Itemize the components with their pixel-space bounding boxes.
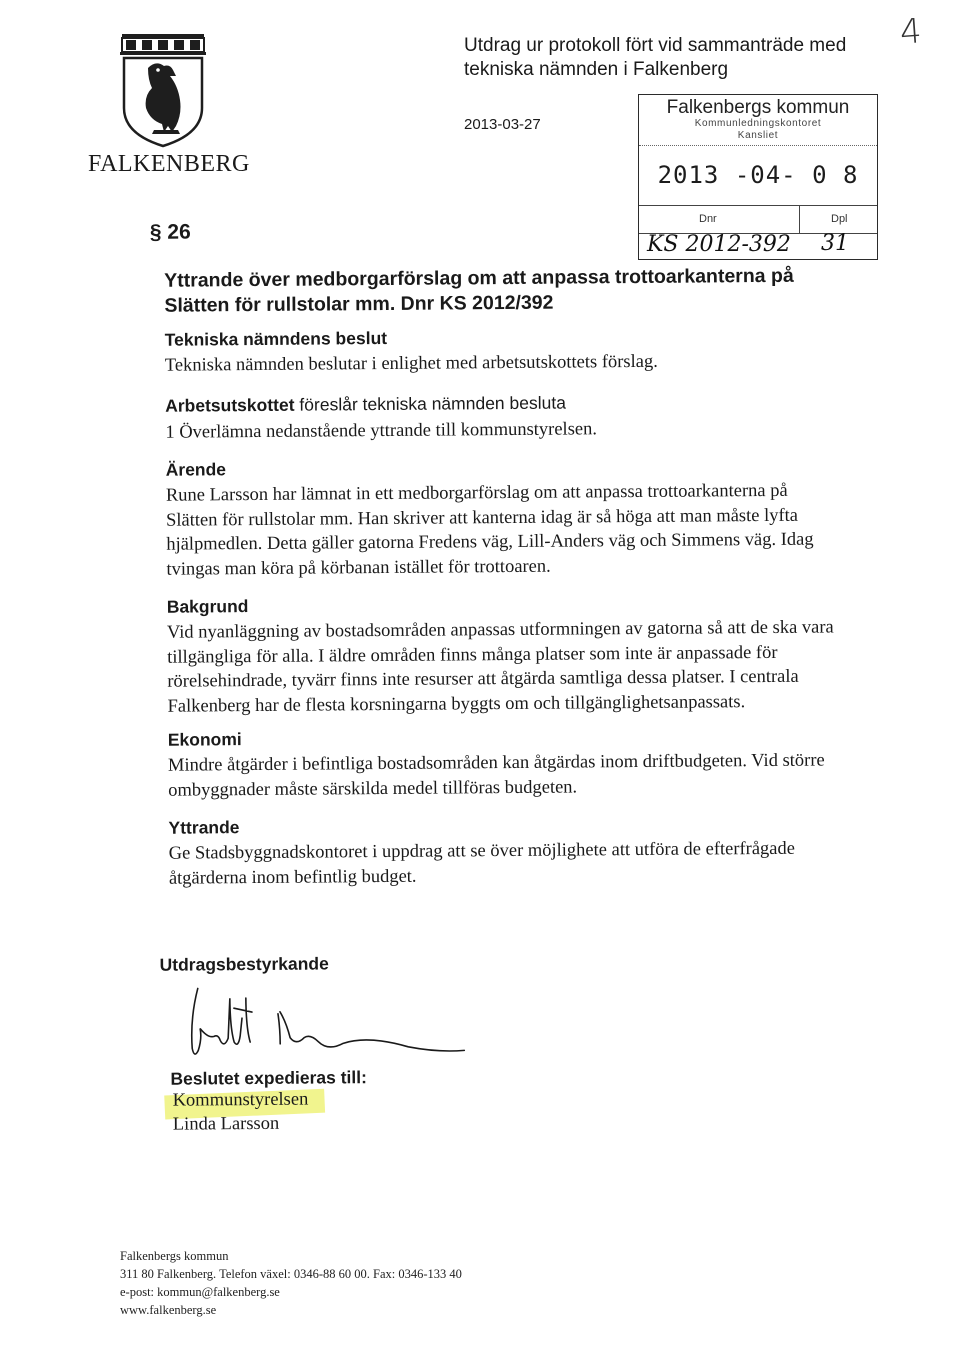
- stamp-dnr-value: KS 2012-392: [647, 232, 791, 257]
- handwritten-signature: [168, 976, 469, 1068]
- distribution-heading: Beslutet expedieras till:: [170, 1067, 368, 1089]
- footer-email: e-post: kommun@falkenberg.se: [120, 1285, 280, 1299]
- text-line: Mindre åtgärder i befintliga bostadsområden kan åtgärdas inom driftbudgeten. Vid större: [167, 750, 825, 776]
- title-line-1: Utdrag ur protokoll fört vid sammanträde med: [464, 35, 847, 56]
- stamp-organization: Falkenbergs kommun: [666, 97, 850, 118]
- footer-contact: [120, 1247, 462, 1319]
- footer-organization: Falkenbergs kommun: [120, 1249, 229, 1263]
- section-heading: Ekonomi: [167, 729, 242, 750]
- stamp-dpl-label: Dpl: [831, 213, 848, 225]
- section-text: [167, 615, 878, 719]
- section-text: [169, 836, 849, 890]
- footer-address: 311 80 Falkenberg. Telefon växel: 0346-88 60 00. Fax: 0346-133 40: [120, 1267, 462, 1281]
- text-line: Falkenberg har de flesta korsningarna byggts om och tillgänglighetsanpassats.: [167, 691, 746, 717]
- certification-heading: Utdragsbestyrkande: [159, 953, 329, 975]
- stamp-unit: Kansliet: [737, 130, 779, 141]
- section-text: [168, 748, 868, 802]
- proposal-line: [165, 393, 566, 417]
- proposal-rest: föreslår tekniska nämnden besluta: [294, 392, 566, 415]
- text-line: rörelsehindrade, tyvärr finns inte resurser att åtgärda samtliga dessa platser. I centrala: [167, 666, 799, 692]
- distribution-recipient: Linda Larsson: [172, 1113, 280, 1135]
- decision-heading: Tekniska nämndens beslut: [164, 327, 388, 350]
- text-line: Rune Larsson har lämnat in ett medborgarförslag om att anpassa trottoarkanterna på: [165, 480, 788, 506]
- document-date: 2013-03-27: [464, 116, 541, 133]
- stamp-dnr-label: Dnr: [699, 213, 717, 225]
- stamp-received-date: 2013 -04- 0 8: [657, 161, 859, 189]
- item-title-line-1: Yttrande över medborgarförslag om att anpassa trottoarkanterna på: [164, 264, 794, 292]
- title-line-2: tekniska nämnden i Falkenberg: [464, 59, 729, 80]
- municipality-name: FALKENBERG: [88, 151, 250, 177]
- stamp-office: Kommunledningskontoret: [694, 118, 822, 129]
- text-line: Ge Stadsbyggnadskontoret i uppdrag att se över möjlighete att utföra de efterfrågade: [168, 838, 795, 864]
- proposal-bold: Arbetsutskottet: [165, 394, 295, 416]
- text-line: Vid nyanläggning av bostadsområden anpassas utformningen av gatorna så att de ska vara: [166, 617, 834, 643]
- text-line: tillgängliga för alla. I äldre områden finns många platser som inte är anpassade för: [167, 642, 778, 668]
- section-heading: Bakgrund: [166, 596, 249, 617]
- decision-text: Tekniska nämnden beslutar i enlighet med arbetsutskottets förslag.: [164, 351, 658, 376]
- text-line: åtgärderna inom befintlig budget.: [168, 866, 417, 889]
- text-line: hjälpmedlen. Detta gäller gatorna Fredens väg, Lill-Anders väg och Simmens väg. Idag: [166, 529, 814, 555]
- paragraph-number: § 26: [149, 220, 191, 244]
- section-heading: Ärende: [165, 459, 227, 480]
- proposal-item: 1 Överlämna nedanstående yttrande till kommunstyrelsen.: [165, 419, 598, 443]
- text-line: tvingas man köra på körbanan istället för trottoaren.: [166, 556, 551, 580]
- text-line: Slätten för rullstolar mm. Han skriver att kanterna idag är så höga att man måste lyfta: [166, 505, 799, 531]
- section-heading: Yttrande: [168, 817, 240, 838]
- text-line: ombyggnader måste särskilda medel tillföras budgeten.: [168, 776, 578, 801]
- distribution-recipient: Kommunstyrelsen: [172, 1089, 309, 1111]
- item-title-line-2: Slätten för rullstolar mm. Dnr KS 2012/392: [164, 291, 554, 317]
- page-number: 4: [898, 11, 924, 53]
- section-text: [166, 478, 867, 581]
- footer-website: www.falkenberg.se: [120, 1303, 217, 1317]
- stamp-dpl-value: 31: [821, 231, 849, 256]
